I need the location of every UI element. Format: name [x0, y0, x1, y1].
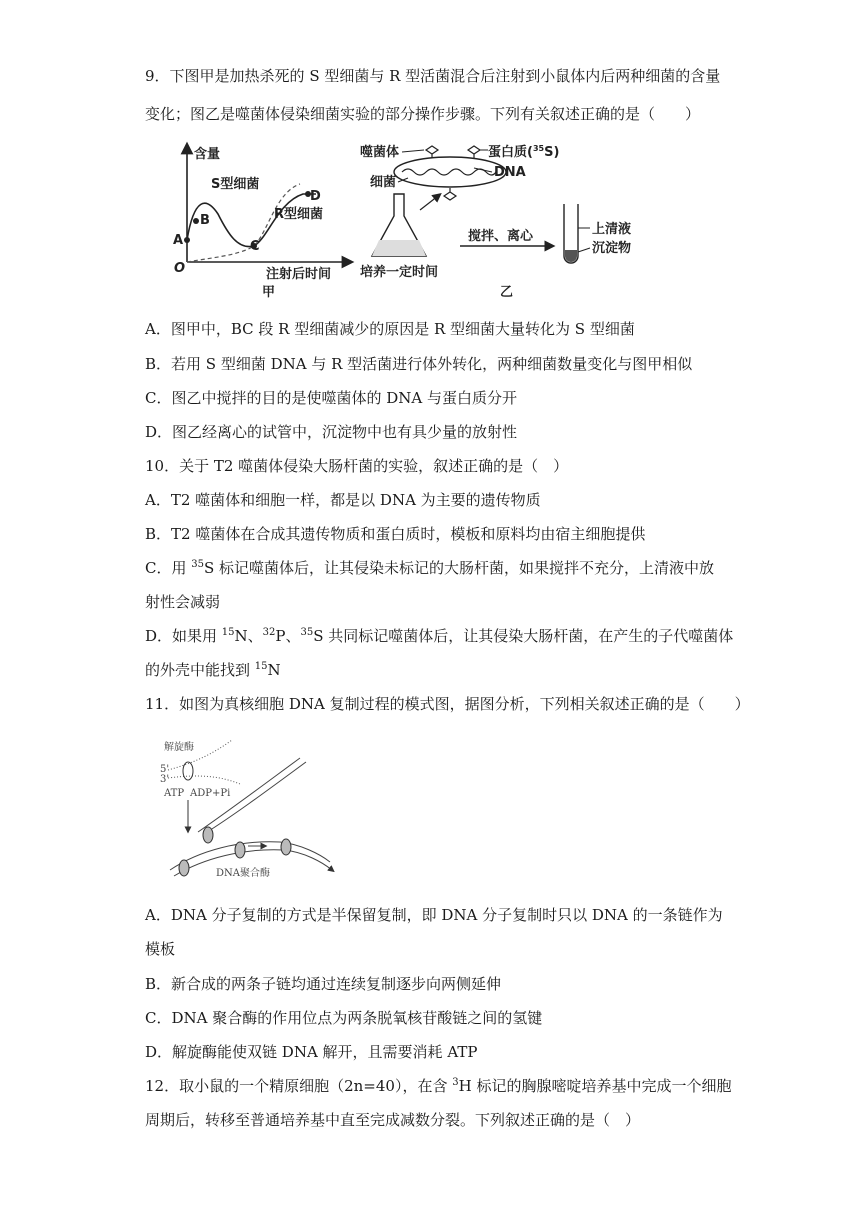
q9-option-c: C．图乙中搅拌的目的是使噬菌体的 DNA 与蛋白质分开	[145, 389, 517, 407]
origin-label: O	[174, 261, 186, 276]
test-tube-sediment	[565, 250, 577, 262]
process-label: 搅拌、离心	[468, 229, 534, 244]
point-b	[193, 218, 199, 224]
phage-left	[426, 146, 438, 158]
y-axis-label: 含量	[194, 147, 221, 162]
atp-label: ATP	[164, 788, 185, 799]
polymerase-icon-1	[179, 860, 189, 876]
q12-stem-line2: 周期后，转移至普通培养基中直至完成减数分裂。下列叙述正确的是（ ）	[145, 1111, 641, 1129]
dna-label: DNA	[494, 165, 526, 180]
point-d-label: D	[310, 189, 321, 204]
q9-stem-line2: 变化；图乙是噬菌体侵染细菌实验的部分操作步骤。下列有关叙述正确的是（ ）	[145, 105, 701, 123]
phage-label: 噬菌体	[360, 145, 400, 160]
figure-jia	[168, 138, 358, 298]
r-curve-label: R型细菌	[274, 207, 324, 222]
five-prime-label: 5'	[160, 764, 170, 775]
q11-option-c: C．DNA 聚合酶的作用位点为两条脱氧核苷酸链之间的氢键	[145, 1009, 543, 1027]
point-b-label: B	[200, 213, 210, 228]
point-a-label: A	[173, 233, 184, 248]
adp-label: ADP+Pi	[190, 788, 231, 799]
flask-to-cell-arrow	[420, 196, 438, 210]
q9-option-d: D．图乙经离心的试管中，沉淀物中也有具少量的放射性	[145, 423, 518, 441]
culture-label: 培养一定时间	[360, 265, 439, 280]
polymerase-label: DNA聚合酶	[216, 868, 270, 879]
point-c-label: C	[250, 239, 260, 254]
q10-option-c-line2: 射性会减弱	[145, 593, 221, 611]
q11-stem: 11．如图为真核细胞 DNA 复制过程的模式图，据图分析，下列相关叙述正确的是（ ）	[145, 695, 750, 713]
polymerase-icon-3	[281, 839, 291, 855]
q10-stem: 10．关于 T2 噬菌体侵染大肠杆菌的实验，叙述正确的是（ ）	[145, 457, 569, 475]
supernatant-label: 上清液	[592, 222, 632, 237]
q12-stem: 12．取小鼠的一个精原细胞（2n=40），在含 $^3$H 标记的胸腺嘧啶培养基中完成一个细胞	[145, 1077, 732, 1095]
helicase-icon	[203, 827, 213, 843]
flask-liquid	[372, 240, 426, 256]
q11-option-a-line2: 模板	[145, 940, 176, 958]
q10-option-a: A．T2 噬菌体和细胞一样，都是以 DNA 为主要的遗传物质	[145, 491, 541, 509]
figure-dna-replication	[160, 730, 340, 890]
polymerase-icon-2	[235, 842, 245, 858]
q11-option-d: D．解旋酶能使双链 DNA 解开，且需要消耗 ATP	[145, 1043, 478, 1061]
q10-option-d: D．如果用 $^{15}$N、$^{32}$P、$^{35}$S 共同标记噬菌体后，让其侵染大肠杆菌，在产生的子代噬菌体	[145, 627, 734, 645]
phage-right	[468, 146, 480, 158]
q9-option-b: B．若用 S 型细菌 DNA 与 R 型活菌进行体外转化，两种细菌数量变化与图甲相似	[145, 355, 693, 373]
sediment-pointer	[578, 248, 590, 252]
figure-jia-caption: 甲	[262, 285, 276, 298]
phage-pointer	[402, 150, 424, 152]
phage-bottom	[444, 188, 456, 200]
q11-option-b: B．新合成的两条子链均通过连续复制逐步向两侧延伸	[145, 975, 502, 993]
figure-yi	[360, 138, 660, 298]
three-prime-label: 3'	[160, 774, 170, 785]
figure-yi-caption: 乙	[500, 285, 514, 298]
helicase-ring	[183, 762, 193, 780]
helicase-inset-bottom	[168, 776, 240, 784]
point-a	[184, 237, 190, 243]
protein-label: 蛋白质($^{35}$S)	[488, 144, 560, 160]
q10-option-d-line2: 的外壳中能找到 $^{15}$N	[145, 661, 281, 679]
q11-option-a-line1: A．DNA 分子复制的方式是半保留复制，即 DNA 分子复制时只以 DNA 的一条链作为	[145, 906, 723, 924]
s-curve-label: S型细菌	[211, 177, 260, 192]
x-axis-label: 注射后时间	[266, 267, 332, 282]
q10-option-c: C．用 $^{35}$S 标记噬菌体后，让其侵染未标记的大肠杆菌，如果搅拌不充分，上清液中放	[145, 559, 715, 577]
q10-option-b: B．T2 噬菌体在合成其遗传物质和蛋白质时，模板和原料均由宿主细胞提供	[145, 525, 646, 543]
sediment-label: 沉淀物	[592, 241, 632, 256]
q9-option-a: A．图甲中，BC 段 R 型细菌减少的原因是 R 型细菌大量转化为 S 型细菌	[145, 320, 635, 338]
helicase-label: 解旋酶	[164, 742, 194, 753]
bacteria-label: 细菌	[370, 175, 397, 190]
q9-stem-line1: 9．下图甲是加热杀死的 S 型细菌与 R 型活菌混合后注射到小鼠体内后两种细菌的含量	[145, 67, 721, 85]
